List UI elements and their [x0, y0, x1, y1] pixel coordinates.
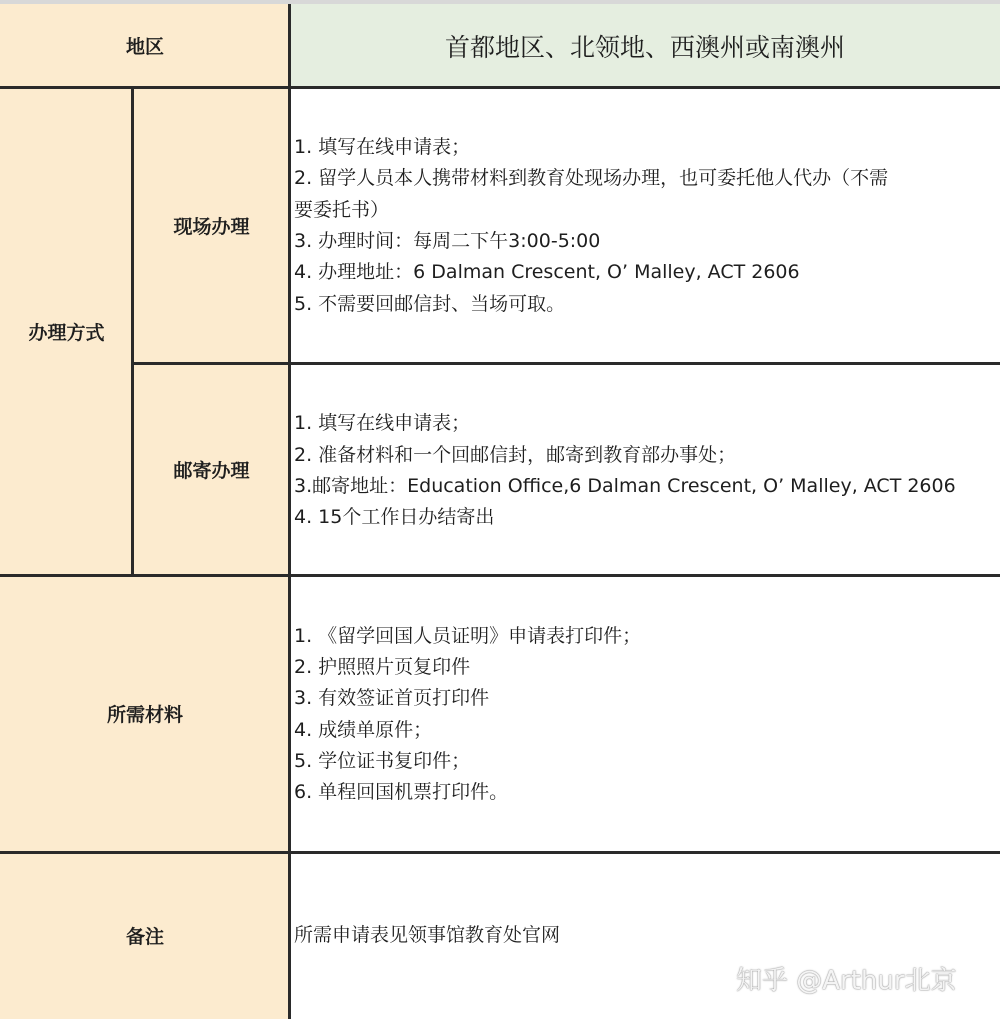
watermark: 知乎 @Arthur北京: [736, 966, 957, 996]
onsite-content-cell: [290, 87, 1000, 363]
material-item: 3. 有效签证首页打印件: [294, 687, 490, 710]
region-label: 地区: [125, 36, 164, 58]
material-item: 4. 成绩单原件；: [294, 718, 433, 741]
material-item: 6. 单程回国机票打印件。: [294, 781, 509, 804]
onsite-steps: [294, 132, 888, 320]
onsite-step: 要委托书）: [294, 198, 390, 221]
method-label: 办理方式: [28, 321, 105, 344]
material-item: 2. 护照照片页复印件: [294, 655, 471, 678]
mail-step: 2. 准备材料和一个回邮信封，邮寄到教育部办事处；: [294, 443, 737, 466]
region-value-cell: [290, 4, 1000, 87]
materials-content-cell: [290, 575, 1000, 852]
divider-content-column: [288, 4, 291, 1019]
divider-method-column: [131, 86, 134, 577]
onsite-step: 3. 办理时间：每周二下午3:00-5:00: [294, 230, 601, 252]
materials-label: 所需材料: [106, 704, 183, 726]
divider-onsite-mail: [133, 362, 1000, 365]
remarks-label: 备注: [125, 926, 164, 948]
region-value: 首都地区、北领地、西澳州或南澳州: [444, 32, 845, 62]
onsite-step: 5. 不需要回邮信封、当场可取。: [294, 292, 566, 315]
region-label-cell: [0, 4, 290, 87]
method-label-cell: [0, 87, 133, 575]
materials-list: [294, 621, 641, 809]
onsite-step: 4. 办理地址：6 Dalman Crescent, O’ Malley, ACT 2606: [294, 261, 800, 284]
materials-label-cell: [0, 575, 290, 852]
divider-materials-remarks: [0, 851, 1000, 854]
remarks-label-cell: [0, 852, 290, 1019]
onsite-label-cell: [133, 87, 290, 363]
onsite-step: 2. 留学人员本人携带材料到教育处现场办理，也可委托他人代办（不需: [294, 167, 889, 190]
mail-step: 4. 15个工作日办结寄出: [294, 506, 495, 529]
divider-method-materials: [0, 574, 1000, 577]
mail-step: 3.邮寄地址：Education Office,6 Dalman Crescent, O’ Malley, ACT 2606: [294, 475, 956, 497]
mail-content-cell: [290, 363, 1000, 575]
mail-step: 1. 填写在线申请表；: [294, 412, 471, 435]
onsite-label: 现场办理: [173, 215, 250, 238]
material-item: 1. 《留学回国人员证明》申请表打印件；: [294, 624, 642, 647]
mail-steps: [294, 408, 956, 533]
mail-label-cell: [133, 363, 290, 575]
onsite-step: 1. 填写在线申请表；: [294, 136, 471, 159]
material-item: 5. 学位证书复印件；: [294, 749, 471, 772]
divider-header: [0, 86, 1000, 89]
remarks-text: 所需申请表见领事馆教育处官网: [294, 923, 561, 946]
mail-label: 邮寄办理: [173, 459, 250, 482]
